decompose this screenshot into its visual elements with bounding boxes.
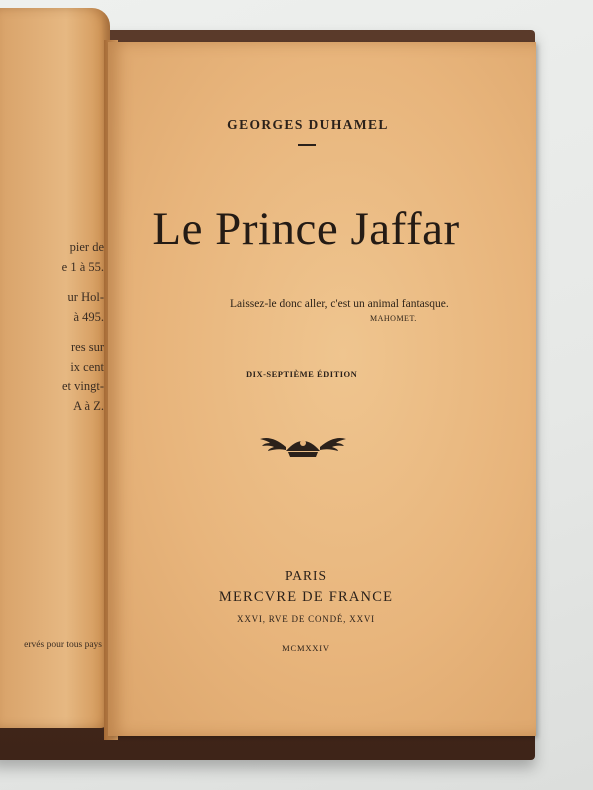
book-title: Le Prince Jaffar — [152, 203, 460, 255]
left-line: ur Hol- — [67, 290, 104, 304]
left-line-gap — [0, 277, 104, 288]
left-line: res sur — [71, 340, 104, 354]
left-line: A à Z. — [73, 398, 104, 413]
left-line: e 1 à 55. — [61, 259, 104, 274]
left-page-text — [0, 238, 104, 416]
publisher-address: XXVI, RVE DE CONDÉ, XXVI — [237, 614, 375, 624]
left-line: ix cent — [70, 359, 104, 374]
left-line: à 495. — [73, 309, 104, 324]
author-name: GEORGES DUHAMEL — [227, 117, 389, 132]
author-rule — [298, 144, 316, 146]
epigraph-author: MAHOMET. — [370, 314, 417, 323]
publication-year: MCMXXIV — [282, 643, 330, 653]
epigraph: Laissez-le donc aller, c'est un animal fantasque. — [230, 298, 449, 310]
left-line: pier de — [69, 240, 104, 254]
edition: DIX-SEPTIÈME ÉDITION — [246, 369, 358, 379]
left-page — [0, 8, 110, 728]
rights-note: ervés pour tous pays — [24, 640, 102, 650]
left-line: et vingt- — [61, 379, 104, 393]
title-page — [108, 42, 536, 736]
winged-helmet-icon — [258, 425, 348, 461]
left-line-gap — [0, 327, 104, 338]
publisher-city: PARIS — [284, 568, 328, 583]
publisher-name: MERCVRE DE FRANCE — [218, 589, 394, 605]
